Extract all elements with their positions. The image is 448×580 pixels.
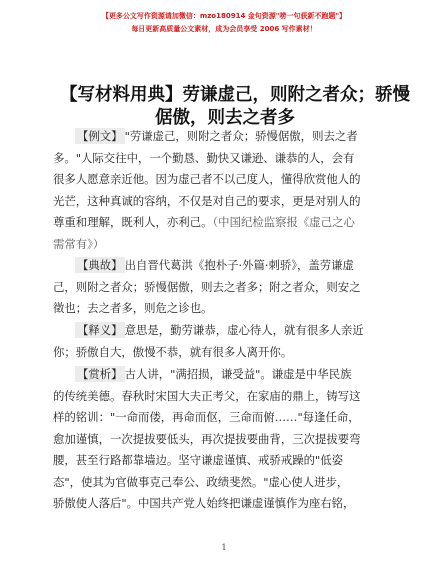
example-source-end: 需常有》） (53, 236, 105, 251)
appreciation-line-3: 样的铭训："一命而偻，再命而伛，三命而俯……"每逢任命， (53, 410, 360, 424)
promo-line-1: 【更多公文写作资源请加微信：mzo180914 金句资源"唠一句获新不跑题"】 (101, 12, 347, 20)
appreciation-section (53, 364, 398, 515)
appreciation-line-4: 愈加谨慎，一次提拔要低头，再次提拔要曲背，三次提拔要弯 (53, 431, 361, 446)
appreciation-line-5: 腰，甚至行路都靠墙边。坚守谦虚谨慎、戒骄戒躁的"低姿 (53, 453, 344, 467)
example-tag: 【例文】 (77, 129, 123, 143)
example-line-5 (53, 212, 398, 234)
meaning-text-1: 意思是，勤劳谦恭，虚心待人，就有很多人亲近 (124, 323, 364, 337)
meaning-section (53, 320, 398, 363)
appreciation-line-1 (53, 364, 398, 386)
title-line-1: 【写材料用典】劳谦虚己，则附之者众；骄慢 (60, 85, 410, 105)
example-text-5: 尊重和理解，既利人，亦利己。 (53, 215, 213, 229)
origin-line-3: 徵也；去之者多，则危之诊也。 (53, 301, 213, 315)
example-line-1 (53, 126, 398, 148)
meaning-line-1 (53, 320, 398, 342)
title-line-2: 倨傲，则去之者多 (155, 108, 295, 128)
example-line-4: 光芒，这种真诚的容纳，不仅是对自己的要求，更是对别人的 (53, 193, 361, 208)
page-title (60, 84, 410, 130)
page-number: 1 (221, 543, 227, 552)
appreciation-line-7: 骄傲使人落后"。中国共产党人始终把谦虚谨慎作为座右铭， (53, 496, 355, 510)
appreciation-tag: 【赏析】 (77, 367, 123, 381)
meaning-tag: 【释义】 (77, 323, 123, 337)
origin-tag: 【典故】 (77, 258, 123, 272)
origin-line-2: 己，则附之者众；骄慢倨傲，则去之者多；附之者众，则安之 (53, 279, 361, 294)
origin-section (53, 255, 398, 320)
example-line-3: 很多人愿意亲近他。因为虚己者不以己度人，懂得欣赏他人的 (53, 172, 361, 186)
origin-line-1 (53, 255, 398, 277)
example-text-1: "劳谦虚己，则附之者众；骄慢倨傲，则去之者 (124, 129, 358, 143)
appreciation-text-1: 古人讲，"满招损，谦受益"。谦虚是中华民族 (124, 367, 352, 381)
appreciation-line-2: 的传统美德。春秋时宋国大夫正考父，在家庙的鼎上，铸写这 (53, 388, 361, 403)
example-source: （中国纪检监察报《虚己之心 (212, 215, 355, 229)
example-line-2: 多。"人际交往中，一个勤恳、勤快又谦逊、谦恭的人，会有 (53, 150, 355, 165)
appreciation-line-6: 态"，使其为官做事克己奉公、政绩斐然。"虚心使人进步， (53, 474, 349, 489)
example-section (53, 126, 398, 255)
origin-text-1: 出自晋代葛洪《抱朴子·外篇·刺骄》，盖劳谦虚 (124, 258, 354, 272)
meaning-line-2: 你；骄傲自大，傲慢不恭，就有很多人离开你。 (53, 344, 293, 359)
promo-line-2: 每日更新高质量公文素材，成为会员享受 2006 写作素材！ (131, 25, 317, 33)
